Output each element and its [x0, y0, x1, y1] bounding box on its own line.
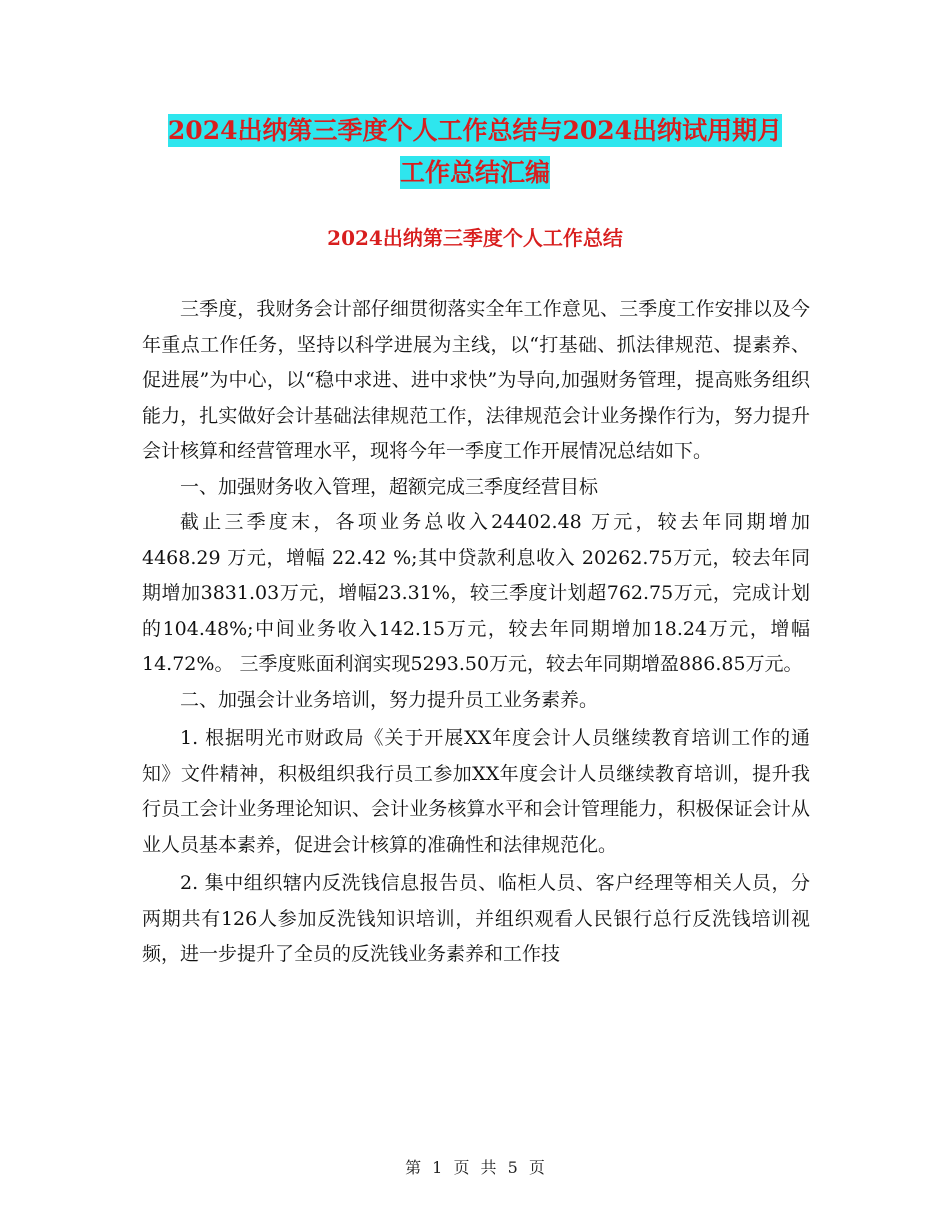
paragraph-item-2: 2. 集中组织辖内反洗钱信息报告员、临柜人员、客户经理等相关人员，分两期共有126人参加反洗钱知识培训，并组织观看人民银行总行反洗钱培训视频，进一步提升了全员的反洗钱业务素养和工作技 [142, 872, 810, 965]
document-title-line2: 工作总结汇编 [399, 158, 550, 187]
document-title-line1: 2024出纳第三季度个人工作总结与2024出纳试用期月 [167, 116, 783, 145]
document-title [0, 110, 950, 194]
paragraph-heading-2: 二、加强会计业务培训，努力提升员工业务素养。 [180, 688, 599, 711]
paragraph-item-1: 1. 根据明光市财政局《关于开展XX年度会计人员继续教育培训工作的通知》文件精神，积极组织我行员工参加XX年度会计人员继续教育培训，提升我行员工会计业务理论知识、会计业务核算水平和会计管理能力，积极保证会计从业人员基本素养，促进会计核算的准确性和法律规范化。 [142, 727, 810, 856]
section-title: 2024出纳第三季度个人工作总结 [327, 226, 623, 250]
paragraph-heading-1: 一、加强财务收入管理，超额完成三季度经营目标 [180, 475, 599, 498]
document-body [142, 292, 810, 973]
paragraph-income: 截止三季度末，各项业务总收入24402.48 万元，较去年同期增加4468.29 万元，增幅 22.42 %;其中贷款利息收入 20262.75万元，较去年同期增加3831.03万元，增幅23.31%，较三季度计划超762.75万元，完成计划的104.48%;中间业务收入142.15万元，较去年同期增加18.24万元，增幅14.72%。 三季度账面利润实现5293.50万元，较去年同期增盈886.85万元。 [142, 511, 810, 675]
paragraph-intro: 三季度，我财务会计部仔细贯彻落实全年工作意见、三季度工作安排以及今年重点工作任务，坚持以科学进展为主线，以“打基础、抓法律规范、提素养、促进展”为中心，以“稳中求进、进中求快”为导向,加强财务管理，提高账务组织能力，扎实做好会计基础法律规范工作，法律规范会计业务操作行为，努力提升会计核算和经营管理水平，现将今年一季度工作开展情况总结如下。 [142, 298, 810, 462]
page-number: 第 1 页 共 5 页 [405, 1158, 545, 1177]
